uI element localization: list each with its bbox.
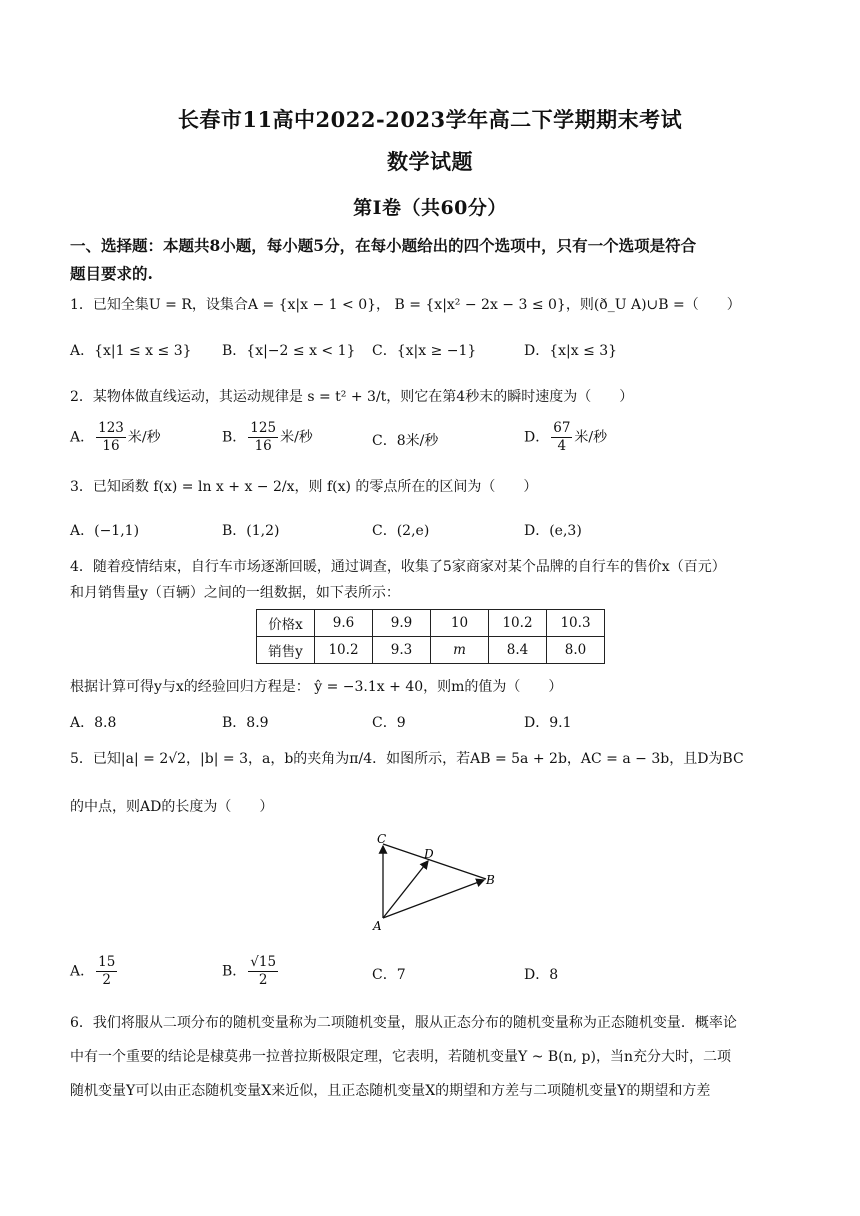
price-sales-table [256, 609, 605, 664]
question-5-option-b [222, 954, 280, 989]
table-cell: 10 [431, 610, 489, 637]
vector-triangle-figure [366, 830, 506, 934]
numerator: √15 [250, 954, 277, 970]
question-2-option-d [524, 420, 607, 455]
fraction [96, 420, 126, 455]
question-1-option-d: D．{x|x ≤ 3} [524, 343, 618, 359]
section-heading [70, 232, 790, 288]
numerator: 123 [98, 420, 124, 436]
part-heading: 第Ⅰ卷（共60分） [353, 197, 507, 219]
table-cell: 10.3 [547, 610, 605, 637]
question-1-option-c: C．{x|x ≥ −1} [372, 343, 477, 359]
table-cell: m [431, 637, 489, 664]
option-text: 8米/秒 [396, 433, 439, 449]
unit: 米/秒 [574, 429, 608, 446]
question-2-option-c [372, 430, 438, 452]
denominator: 16 [254, 438, 272, 454]
question-4-option-d: D．9.1 [524, 715, 572, 731]
question-4-stem-line1: 4．随着疫情结束，自行车市场逐渐回暖，通过调查，收集了5家商家对某个品牌的自行车的售价x（百元） [70, 559, 726, 575]
option-letter: C． [372, 967, 397, 983]
section-heading-line2: 题目要求的. [70, 264, 153, 283]
question-6-line2: 中有一个重要的结论是棣莫弗一拉普拉斯极限定理，它表明，若随机变量Y ~ B(n, p)，当n充分大时，二项 [70, 1049, 731, 1065]
option-letter: A． [70, 963, 95, 980]
question-5-option-c [372, 964, 406, 986]
option-letter: C． [372, 433, 397, 449]
option-letter: D． [524, 429, 550, 446]
unit: 米/秒 [280, 429, 313, 446]
question-4-option-b: B．8.9 [222, 715, 269, 731]
question-5-stem-line1: 5．已知|a| = 2√2，|b| = 3，a，b的夹角为π/4．如图所示，若AB = 5a + 2b，AC = a − 3b，且D为BC [70, 751, 744, 767]
denominator: 2 [258, 972, 268, 988]
question-1-option-b: B．{x|−2 ≤ x < 1} [222, 343, 356, 359]
label-b: B [486, 873, 495, 887]
option-letter: D． [524, 967, 550, 983]
numerator: 125 [250, 420, 277, 436]
question-2-option-a [70, 420, 161, 455]
question-4-option-c: C．9 [372, 715, 406, 731]
question-1-stem: 1．已知全集U = R，设集合A = {x|x − 1 < 0}， B = {x|x² − 2x − 3 ≤ 0}，则(ð_U A)∪B =（ ） [70, 297, 741, 313]
question-5-option-d [524, 964, 558, 986]
question-3-option-d: D．(e,3) [524, 523, 582, 539]
table-cell: 价格x [257, 610, 315, 637]
table-row [257, 637, 605, 664]
table-cell: 9.3 [373, 637, 431, 664]
question-2-stem: 2．某物体做直线运动，其运动规律是 s = t² + 3/t，则它在第4秒末的瞬时速度为（ ） [70, 389, 634, 405]
table-row [257, 610, 605, 637]
option-letter: B． [222, 963, 247, 980]
table-cell: 销售y [257, 637, 315, 664]
table-cell: 8.0 [547, 637, 605, 664]
question-4-stem-line2: 和月销售量y（百辆）之间的一组数据，如下表所示： [70, 585, 400, 601]
question-3-option-c: C．(2,e) [372, 523, 430, 539]
table-cell: 10.2 [315, 637, 373, 664]
table-cell: 8.4 [489, 637, 547, 664]
question-6-line1: 6．我们将服从二项分布的随机变量称为二项随机变量，服从正态分布的随机变量称为正态随机变量．概率论 [70, 1015, 737, 1031]
option-text: 8 [549, 967, 559, 983]
denominator: 4 [557, 438, 567, 454]
exam-title: 长春市11高中2022-2023学年高二下学期期末考试 [177, 107, 683, 132]
question-6-line3: 随机变量Y可以由正态随机变量X来近似，且正态随机变量X的期望和方差与二项随机变量Y的期望和方差 [70, 1083, 711, 1099]
option-text: 7 [396, 967, 406, 983]
question-3-option-b: B．(1,2) [222, 523, 280, 539]
question-5-stem-line2: 的中点，则AD的长度为（ ） [70, 799, 274, 815]
exam-subtitle: 数学试题 [387, 149, 473, 174]
option-letter: B． [222, 429, 247, 446]
option-letter: A． [70, 429, 95, 446]
table-cell: 9.9 [373, 610, 431, 637]
question-4-regression-line: 根据计算可得y与x的经验回归方程是： ŷ = −3.1x + 40，则m的值为（ ） [70, 679, 563, 695]
fraction [248, 954, 278, 989]
segment-cb [383, 844, 486, 879]
table-cell: 9.6 [315, 610, 373, 637]
label-d: D [424, 847, 434, 861]
denominator: 2 [102, 972, 112, 988]
fraction [248, 420, 278, 455]
table-cell: 10.2 [489, 610, 547, 637]
label-c: C [377, 832, 387, 846]
question-5-option-a [70, 954, 119, 989]
unit: 米/秒 [127, 429, 161, 446]
fraction [551, 420, 572, 455]
fraction [96, 954, 117, 989]
question-4-option-a: A．8.8 [70, 715, 117, 731]
numerator: 67 [553, 420, 571, 436]
section-heading-line1: 一、选择题：本题共8小题，每小题5分，在每小题给出的四个选项中，只有一个选项是符合 [70, 236, 697, 255]
denominator: 16 [102, 438, 120, 454]
question-2-option-b [222, 420, 313, 455]
label-a: A [373, 919, 382, 933]
question-3-option-a: A．(−1,1) [70, 523, 140, 539]
numerator: 15 [98, 954, 116, 970]
question-1-option-a: A．{x|1 ≤ x ≤ 3} [70, 343, 192, 359]
question-3-stem: 3．已知函数 f(x) = ln x + x − 2/x，则 f(x) 的零点所在的区间为（ ） [70, 479, 538, 495]
